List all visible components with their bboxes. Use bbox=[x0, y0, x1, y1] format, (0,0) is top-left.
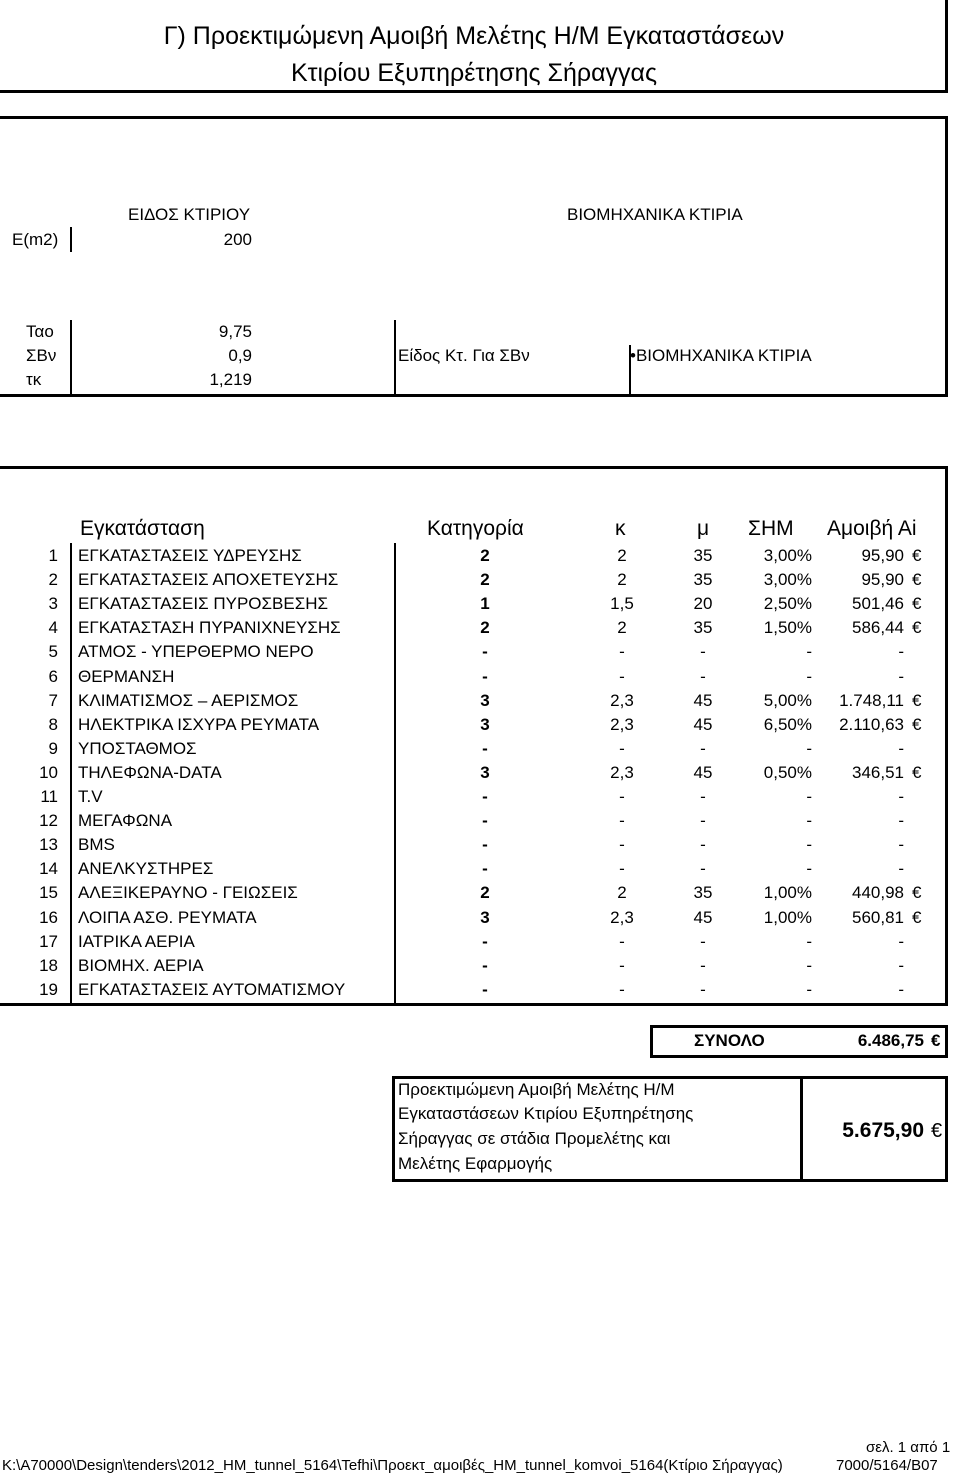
row-fee: - bbox=[898, 979, 904, 999]
header-shm: ΣΗΜ bbox=[748, 517, 794, 540]
row-category: 2 bbox=[480, 618, 490, 638]
row-currency: € bbox=[912, 907, 922, 927]
row-m: 35 bbox=[693, 546, 713, 565]
row-k: - bbox=[619, 787, 625, 806]
row-installation: ΛΟΙΠΑ ΑΣΘ. ΡΕΥΜΑΤΑ bbox=[78, 907, 257, 927]
tk-label: τκ bbox=[26, 370, 42, 389]
row-fee: - bbox=[898, 787, 904, 806]
row-category: - bbox=[482, 979, 488, 999]
row-fee: - bbox=[898, 666, 904, 686]
header-k: κ bbox=[615, 517, 626, 540]
row-k: - bbox=[619, 859, 625, 879]
row-currency: € bbox=[912, 762, 922, 782]
estimate-text-line-3: Σήραγγας σε στάδια Προμελέτης και bbox=[398, 1129, 671, 1148]
row-m: - bbox=[700, 859, 706, 879]
row-number: 19 bbox=[39, 979, 58, 999]
row-m: 45 bbox=[693, 907, 713, 927]
table-row bbox=[0, 978, 948, 1002]
header-category: Κατηγορία bbox=[427, 517, 524, 540]
row-fee: 2.110,63 bbox=[839, 714, 904, 734]
row-category: - bbox=[482, 666, 488, 686]
row-m: - bbox=[700, 955, 706, 975]
row-shm: 0,50% bbox=[763, 762, 812, 782]
row-number: 3 bbox=[48, 594, 58, 614]
header-fee: Αμοιβή Αi bbox=[827, 517, 917, 540]
tk-value: 1,219 bbox=[209, 370, 252, 389]
row-installation: ΗΛΕΚΤΡΙΚΑ ΙΣΧΥΡΑ ΡΕΥΜΑΤΑ bbox=[78, 714, 320, 734]
row-installation: ΥΠΟΣΤΑΘΜΟΣ bbox=[78, 738, 197, 758]
row-k: - bbox=[619, 979, 625, 999]
row-m: 45 bbox=[693, 690, 713, 710]
row-shm: 3,00% bbox=[763, 570, 812, 590]
row-m: 35 bbox=[693, 618, 713, 638]
table-row bbox=[0, 665, 948, 689]
row-fee: - bbox=[898, 955, 904, 975]
row-installation: ΚΛΙΜΑΤΙΣΜΟΣ – ΑΕΡΙΣΜΟΣ bbox=[78, 690, 299, 710]
row-m: - bbox=[700, 931, 706, 951]
row-currency: € bbox=[912, 690, 922, 710]
row-number: 8 bbox=[48, 714, 58, 734]
row-k: - bbox=[619, 811, 625, 831]
estimate-currency: € bbox=[931, 1120, 943, 1142]
estimate-text-line-1: Προεκτιμώμενη Αμοιβή Μελέτης Η/Μ bbox=[398, 1080, 675, 1099]
row-shm: - bbox=[806, 666, 812, 686]
page-subtitle: Κτιρίου Εξυπηρέτησης Σήραγγας bbox=[290, 59, 658, 87]
table-row bbox=[0, 785, 948, 809]
row-k: - bbox=[619, 666, 625, 686]
row-k: - bbox=[619, 738, 625, 758]
row-k: - bbox=[619, 931, 625, 951]
table-row bbox=[0, 930, 948, 954]
row-number: 1 bbox=[48, 546, 58, 565]
row-shm: - bbox=[806, 955, 812, 975]
area-value: 200 bbox=[223, 230, 252, 249]
row-fee: 346,51 bbox=[852, 762, 904, 782]
row-fee: 440,98 bbox=[852, 883, 904, 903]
row-currency: € bbox=[912, 714, 922, 734]
table-row bbox=[0, 809, 948, 833]
row-k: - bbox=[619, 835, 625, 855]
footer-document-code: 7000/5164/B07 bbox=[836, 1457, 938, 1474]
estimate-text-line-2: Εγκαταστάσεων Κτιρίου Εξυπηρέτησης bbox=[398, 1104, 694, 1123]
table-row bbox=[0, 689, 948, 713]
param-divider-3 bbox=[394, 320, 396, 395]
header-installation: Εγκατάσταση bbox=[80, 517, 205, 540]
row-category: 3 bbox=[480, 762, 490, 782]
row-k: - bbox=[619, 955, 625, 975]
footer-page-number: σελ. 1 από 1 bbox=[866, 1439, 951, 1456]
row-k: - bbox=[619, 642, 625, 662]
table-row bbox=[0, 640, 948, 664]
table-row bbox=[0, 713, 948, 737]
estimate-divider bbox=[800, 1076, 803, 1182]
row-currency: € bbox=[912, 570, 922, 590]
building-kind-label: Είδος Κτ. Για ΣΒν bbox=[398, 346, 530, 365]
building-type-label: ΕΙΔΟΣ ΚΤΙΡΙΟΥ bbox=[128, 205, 251, 224]
row-fee: - bbox=[898, 835, 904, 855]
row-installation: ΘΕΡΜΑΝΣΗ bbox=[78, 666, 175, 686]
row-installation: ΜΕΓΑΦΩΝΑ bbox=[78, 811, 173, 831]
table-row bbox=[0, 737, 948, 761]
row-currency: € bbox=[912, 594, 922, 614]
row-installation: ΕΓΚΑΤΑΣΤΑΣΕΙΣ ΥΔΡΕΥΣΗΣ bbox=[78, 546, 302, 565]
row-category: - bbox=[482, 738, 488, 758]
row-shm: - bbox=[806, 859, 812, 879]
row-category: - bbox=[482, 859, 488, 879]
row-shm: 1,00% bbox=[763, 907, 812, 927]
row-number: 14 bbox=[39, 859, 58, 879]
page-title: Γ) Προεκτιμώμενη Αμοιβή Μελέτης Η/Μ Εγκαταστάσεων bbox=[163, 22, 785, 50]
row-number: 16 bbox=[39, 907, 58, 927]
row-m: 35 bbox=[693, 883, 713, 903]
row-fee: - bbox=[898, 811, 904, 831]
row-m: 35 bbox=[693, 570, 713, 590]
table-row bbox=[0, 761, 948, 785]
row-installation: ΙΑΤΡΙΚΑ ΑΕΡΙΑ bbox=[78, 931, 195, 951]
row-shm: 3,00% bbox=[763, 546, 812, 565]
table-row bbox=[0, 881, 948, 905]
row-m: - bbox=[700, 738, 706, 758]
row-installation: ΕΓΚΑΤΑΣΤΑΣΕΙΣ ΑΠΟΧΕΤΕΥΣΗΣ bbox=[78, 570, 339, 590]
row-k: 2 bbox=[617, 546, 627, 565]
row-shm: - bbox=[806, 931, 812, 951]
param-divider-1 bbox=[70, 227, 72, 252]
row-fee: 586,44 bbox=[852, 618, 904, 638]
row-m: - bbox=[700, 787, 706, 806]
param-divider-2 bbox=[70, 320, 72, 395]
row-shm: 5,00% bbox=[763, 690, 812, 710]
total-value: 6.486,75 bbox=[857, 1031, 924, 1050]
row-category: - bbox=[482, 931, 488, 951]
table-row bbox=[0, 592, 948, 616]
row-category: 2 bbox=[480, 883, 490, 903]
row-fee: 1.748,11 bbox=[839, 690, 904, 710]
row-fee: - bbox=[898, 738, 904, 758]
row-shm: 6,50% bbox=[763, 714, 812, 734]
table-row bbox=[0, 906, 948, 930]
row-shm: - bbox=[806, 979, 812, 999]
row-fee: - bbox=[898, 931, 904, 951]
row-shm: - bbox=[806, 811, 812, 831]
row-shm: - bbox=[806, 642, 812, 662]
total-label: ΣΥΝΟΛΟ bbox=[694, 1031, 765, 1050]
row-k: 2 bbox=[617, 618, 627, 638]
row-category: - bbox=[482, 787, 488, 806]
row-number: 12 bbox=[39, 811, 58, 831]
estimate-text-line-4: Μελέτης Εφαρμογής bbox=[398, 1154, 553, 1173]
row-shm: - bbox=[806, 835, 812, 855]
row-fee: - bbox=[898, 859, 904, 879]
table-row bbox=[0, 857, 948, 881]
row-currency: € bbox=[912, 546, 922, 565]
area-label: Ε(m2) bbox=[12, 230, 59, 249]
row-fee: 95,90 bbox=[861, 546, 904, 565]
row-k: 1,5 bbox=[610, 594, 634, 614]
row-number: 2 bbox=[48, 570, 58, 590]
row-k: 2 bbox=[617, 570, 627, 590]
table-row bbox=[0, 544, 948, 568]
row-number: 11 bbox=[40, 787, 58, 806]
row-installation: ΕΓΚΑΤΑΣΤΑΣΕΙΣ ΠΥΡΟΣΒΕΣΗΣ bbox=[78, 594, 329, 614]
row-number: 10 bbox=[39, 762, 58, 782]
row-currency: € bbox=[912, 618, 922, 638]
row-fee: 560,81 bbox=[852, 907, 904, 927]
row-category: - bbox=[482, 642, 488, 662]
total-currency: € bbox=[931, 1031, 941, 1050]
row-category: 2 bbox=[480, 570, 490, 590]
row-installation: ΑΝΕΛΚΥΣΤΗΡΕΣ bbox=[78, 859, 214, 879]
row-installation: ΕΓΚΑΤΑΣΤΑΣΕΙΣ ΑΥΤΟΜΑΤΙΣΜΟΥ bbox=[78, 979, 346, 999]
table-row bbox=[0, 616, 948, 640]
row-m: - bbox=[700, 642, 706, 662]
building-type-value: ΒΙΟΜΗΧΑΝΙΚΑ ΚΤΙΡΙΑ bbox=[567, 205, 743, 224]
row-category: - bbox=[482, 955, 488, 975]
row-number: 13 bbox=[39, 835, 58, 855]
row-number: 17 bbox=[39, 931, 58, 951]
row-shm: 2,50% bbox=[763, 594, 812, 614]
row-m: 45 bbox=[693, 762, 713, 782]
row-m: 20 bbox=[693, 594, 713, 614]
footer-file-path: K:\A70000\Design\tenders\2012_HM_tunnel_5164\Tefhi\Προεκτ_αμοιβές_HM_tunnel_komvoi_5164(Κτίριο Σήραγγας) bbox=[2, 1457, 783, 1474]
tao-label: Ταο bbox=[26, 322, 54, 341]
row-m: - bbox=[700, 979, 706, 999]
row-number: 7 bbox=[48, 690, 58, 710]
row-shm: - bbox=[806, 787, 812, 806]
row-shm: - bbox=[806, 738, 812, 758]
row-installation: BMS bbox=[78, 835, 115, 855]
row-category: - bbox=[482, 835, 488, 855]
row-shm: 1,00% bbox=[763, 883, 812, 903]
row-number: 4 bbox=[48, 618, 58, 638]
tao-value: 9,75 bbox=[218, 322, 252, 341]
row-shm: 1,50% bbox=[763, 618, 812, 638]
row-number: 6 bbox=[48, 666, 58, 686]
row-fee: - bbox=[898, 642, 904, 662]
row-number: 5 bbox=[48, 642, 58, 662]
row-fee: 501,46 bbox=[852, 594, 904, 614]
row-installation: ΤΗΛΕΦΩΝΑ-DATA bbox=[78, 762, 222, 782]
row-k: 2,3 bbox=[610, 714, 634, 734]
row-m: - bbox=[700, 666, 706, 686]
row-category: 1 bbox=[480, 594, 490, 614]
row-m: 45 bbox=[693, 714, 713, 734]
row-currency: € bbox=[912, 883, 922, 903]
row-category: 3 bbox=[480, 714, 490, 734]
table-row bbox=[0, 954, 948, 978]
header-m: μ bbox=[697, 517, 710, 540]
estimate-value: 5.675,90 bbox=[842, 1119, 924, 1142]
row-category: 3 bbox=[480, 907, 490, 927]
sbv-value: 0,9 bbox=[228, 346, 252, 365]
row-installation: ΕΓΚΑΤΑΣΤΑΣΗ ΠΥΡΑΝΙΧΝΕΥΣΗΣ bbox=[78, 618, 341, 638]
row-installation: ΒΙΟΜΗΧ. ΑΕΡΙΑ bbox=[78, 955, 204, 975]
row-number: 18 bbox=[39, 955, 58, 975]
row-k: 2,3 bbox=[610, 907, 634, 927]
row-k: 2 bbox=[617, 883, 627, 903]
row-category: - bbox=[482, 811, 488, 831]
row-installation: ΑΤΜΟΣ - ΥΠΕΡΘΕΡΜΟ ΝΕΡΟ bbox=[78, 642, 314, 662]
row-installation: ΑΛΕΞΙΚΕΡΑΥΝΟ - ΓΕΙΩΣΕΙΣ bbox=[78, 883, 298, 903]
building-kind-value: •ΒΙΟΜΗΧΑΝΙΚΑ ΚΤΙΡΙΑ bbox=[630, 346, 812, 365]
row-category: 2 bbox=[480, 546, 490, 565]
sbv-label: ΣΒν bbox=[26, 346, 57, 365]
table-row bbox=[0, 568, 948, 592]
row-category: 3 bbox=[480, 690, 490, 710]
row-m: - bbox=[700, 835, 706, 855]
row-fee: 95,90 bbox=[861, 570, 904, 590]
row-installation: T.V bbox=[78, 787, 103, 806]
row-number: 9 bbox=[48, 738, 58, 758]
table-row bbox=[0, 833, 948, 857]
row-number: 15 bbox=[39, 883, 58, 903]
row-k: 2,3 bbox=[610, 690, 634, 710]
row-k: 2,3 bbox=[610, 762, 634, 782]
row-m: - bbox=[700, 811, 706, 831]
